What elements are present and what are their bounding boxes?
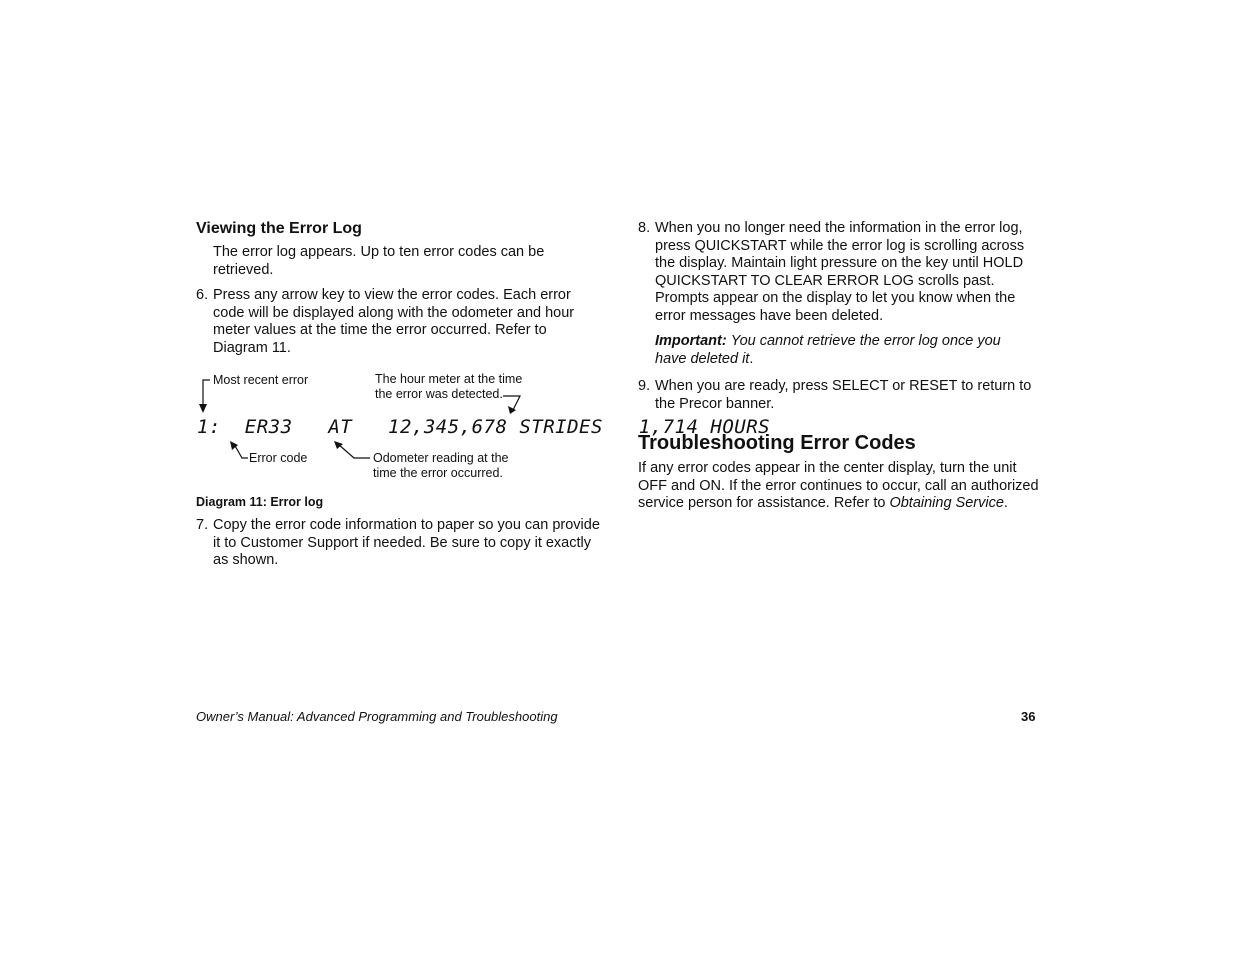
display-readout: 1: ER33 AT 12,345,678 STRIDES 1,714 HOURS bbox=[197, 416, 771, 438]
important-end: . bbox=[749, 350, 754, 367]
label-most-recent-error: Most recent error bbox=[213, 373, 309, 387]
label-error-code: Error code bbox=[249, 451, 308, 465]
reference-obtaining-service: Obtaining Service bbox=[889, 495, 1004, 511]
label-odometer: Odometer reading at the time the error occurred. bbox=[373, 451, 509, 480]
step-9 bbox=[638, 378, 1043, 413]
important-label: Important: bbox=[655, 333, 727, 349]
label-hour-meter: The hour meter at the time the error was detected. bbox=[375, 372, 523, 401]
footer-title: Owner’s Manual: Advanced Programming and Troubleshooting bbox=[196, 709, 558, 724]
step-6 bbox=[196, 287, 596, 357]
intro-paragraph: The error log appears. Up to ten error codes can be retrieved. bbox=[213, 244, 545, 278]
important-text: You cannot retrieve the error log once you have deleted it bbox=[655, 333, 1001, 367]
arrow-odometer bbox=[334, 441, 370, 458]
step-number: 7. bbox=[196, 517, 209, 533]
step-8 bbox=[638, 220, 1043, 325]
section-title-viewing-error-log: Viewing the Error Log bbox=[196, 220, 362, 237]
step-7 bbox=[196, 517, 606, 570]
step-number: 9. bbox=[638, 378, 651, 394]
page-number: 36 bbox=[1021, 709, 1036, 724]
step-number: 6. bbox=[196, 287, 209, 303]
important-note bbox=[655, 333, 1035, 368]
step-text: Press any arrow key to view the error codes. Each error code will be displayed along with the odometer and hour meter values at the time the error occurred. Refer to Diagram 11. bbox=[213, 287, 575, 356]
step-text: When you no longer need the information in the error log, press QUICKSTART while the error log is scrolling across the display. Maintain light pressure on the key until HOLD QUICKSTART TO CLEAR ERROR LOG scrolls past. Prompts appear on the display to let you know when the error messages have been deleted. bbox=[655, 220, 1025, 324]
section-title-troubleshooting: Troubleshooting Error Codes bbox=[638, 432, 916, 454]
step-text: When you are ready, press SELECT or RESET to return to the Precor banner. bbox=[655, 378, 1032, 412]
step-number: 8. bbox=[638, 220, 651, 236]
paragraph-text: If any error codes appear in the center display, turn the unit OFF and ON. If the error continues to occur, call an authorized service person for assistance. Refer to bbox=[638, 460, 1039, 511]
troubleshooting-paragraph bbox=[638, 460, 1043, 513]
arrow-error-code bbox=[230, 441, 248, 458]
diagram-caption: Diagram 11: Error log bbox=[196, 495, 324, 509]
arrow-hour-meter bbox=[503, 396, 520, 414]
paragraph-end: . bbox=[1003, 495, 1008, 511]
arrow-most-recent-error bbox=[199, 380, 210, 413]
step-text: Copy the error code information to paper so you can provide it to Customer Support if needed. Be sure to copy it exactly as shown. bbox=[213, 517, 600, 568]
